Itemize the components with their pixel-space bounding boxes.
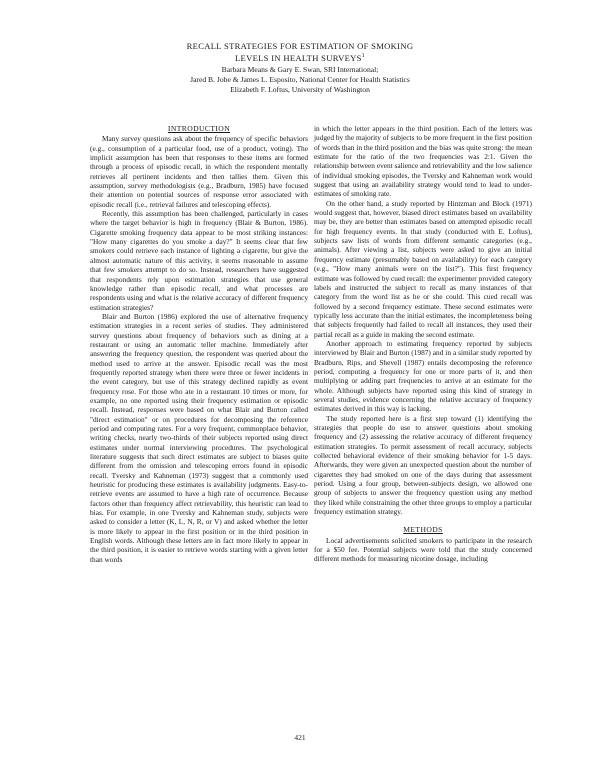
author-line-3: Elizabeth F. Loftus, University of Washington xyxy=(230,85,370,94)
methods-paragraph-1: Local advertisements solicited smokers to participate in the research for a $50 fee. Potential subjects were told that the study concerned different methods for measuring nicotine dosage, including xyxy=(314,535,532,564)
author-line-1: Barbara Means & Gary E. Swan, SRI International; xyxy=(221,65,379,74)
intro-paragraph-2: Recently, this assumption has been challenged, particularly in cases where the target behavior is high in frequency (Blair & Burton, 1986). Cigarette smoking frequency data appear to be most striking instances: "How many cigarettes do you smoke a day?" It seems clear that few smokers could retrieve each instance of lighting a cigarette, but give the almost automatic nature of this activity, it seems reasonable to assume that few smokers attempt to do so. Instead, researchers have suggested that respondents rely upon estimation strategies that use general knowledge rather than episodic recall, and what processes are respondents using and what is the relative accuracy of different frequency estimation strategies? xyxy=(90,209,308,312)
introduction-heading: INTRODUCTION xyxy=(167,124,231,133)
methods-heading: METHODS xyxy=(403,525,443,535)
paper-title xyxy=(0,41,600,63)
intro-paragraph-3-continued: in which the letter appears in the third position. Each of the letters was judged by the majority of subjects to be more frequent in the first position of words than in the third position and the bias was quite strong: the mean estimate for the ratio of the two frequencies was 2:1. Given the relationship between event salience and retrievability and the low salience of individual smoking episodes, the Tversky and Kahneman work would suggest that using an availability strategy would tend to lead to under-estimates of smoking rate. xyxy=(314,124,532,199)
intro-paragraph-4: On the other hand, a study reported by Hintzman and Block (1971) would suggest that, however, biased direct estimates based on availability may be, they are better than estimates based on attempted episodic recall for high frequency events. In that study (conducted with E. Loftus), subjects saw lists of words from different semantic categories (e.g., animals). After viewing a list, subjects were asked to give an initial frequency estimate (presumably based on availability) for each category (e.g., "How many animals were on the list?"). This first frequency estimate was followed by cued recall: the experimenter provided category labels and instructed the subject to recall as many instances of that category from the word list as he or she could. This cued recall was followed by a second frequency estimate. These second estimates were typically less accurate than the initial estimates, the incompleteness being that subjects frequently had failed to recall all instances, they used their partial recall as a guide in making the second estimate. xyxy=(314,198,532,339)
intro-paragraph-6: The study reported here is a first step toward (1) identifying the strategies that people do use to answer questions about smoking frequency and (2) assessing the relative accuracy of different frequency estimation strategies. To permit assessment of recall accuracy, subjects collected behavioral evidence of their smoking behavior for 1-5 days. Afterwards, they were given an unexpected question about the number of cigarettes they had smoked on one of the days during that assessment period. Using a four group, between-subjects design, we allowed one group of subjects to answer the frequency question using any method they liked while constraining the other three groups to employ a particular frequency estimation strategy. xyxy=(314,413,533,517)
left-column xyxy=(90,124,308,564)
title-footnote-mark: 1 xyxy=(361,53,366,59)
title-line-2-text: LEVELS IN HEALTH SURVEYS xyxy=(234,52,362,63)
intro-paragraph-1: Many survey questions ask about the frequency of specific behaviors (e.g., consumption of a particular food, use of a product, voting). The implicit assumption has been that responses to these items are formed through a process of episodic recall, in which the respondent mentally retrieves all pertinent incidents and then tallies them. Given this assumption, survey methodologists (e.g., Bradburn, 1985) have focused their attention on potential sources of response error associated with episodic recall (i.e., retrieval failures and telescoping effects). xyxy=(90,134,308,209)
right-column xyxy=(314,124,532,564)
page-number: 421 xyxy=(294,733,306,742)
intro-paragraph-3: Blair and Burton (1986) explored the use of alternative frequency estimation strategies in a recent series of studies. They administered survey questions about frequency of behaviors such as dining at a restaurant or using an automatic teller machine. Immediately after answering the frequency question, the respondent was queried about the method used to arrive at the answer. Episodic recall was the most frequently reported strategy when there were three or fewer incidents in the event category, but use of this strategy declined rapidly as event frequency rose. For those who ate in a restaurant 10 times or more, for example, no one reported using their frequency estimation or episodic recall. Instead, responses were based on what Blair and Burton called "direct estimation" or on procedures for decomposing the reference period and computing rates. For a very frequent, commonplace behavior, writing checks, nearly two-thirds of their subjects reported using direct estimates under normal interviewing procedures. The psychological literature suggests that such direct estimates are subject to biases quite different from the omission and telescoping errors found in episodic recall. Tversky and Kahneman (1973) suggest that a commonly used heuristic for producing these estimates is availability judgments. Easy-to-retrieve events are assumed to have a high rate of occurrence. Because factors other than frequency affect retrievability, this heuristic can lead to bias. For example, in one Tversky and Kahneman study, subjects were asked to consider a letter (K, L, N, R, or V) and asked whether the letter is more likely to appear in the first position or in the third position in English words. Although these letters are in fact more likely to appear in the third position, it is easier to retrieve words starting with a given letter than words xyxy=(90,311,308,564)
author-line-2: Jared B. Jobe & James L. Esposito, National Center for Health Statistics xyxy=(190,75,410,84)
title-line-2 xyxy=(0,51,600,63)
author-block xyxy=(0,65,600,95)
intro-paragraph-5: Another approach to estimating frequency reported by subjects interviewed by Blair and Burton (1987) and in a similar study reported by Bradburn, Rips, and Shevell (1987) entails decomposing the reference period, computing a frequency for one or more parts of it, and then multiplying or adding part frequencies to arrive at an estimate for the whole. Although subjects have reported using this kind of strategy in several studies, evidence concerning the relative accuracy of frequency estimates derived in this way is lacking. xyxy=(314,338,532,414)
title-line-1: RECALL STRATEGIES FOR ESTIMATION OF SMOKING xyxy=(186,41,414,51)
